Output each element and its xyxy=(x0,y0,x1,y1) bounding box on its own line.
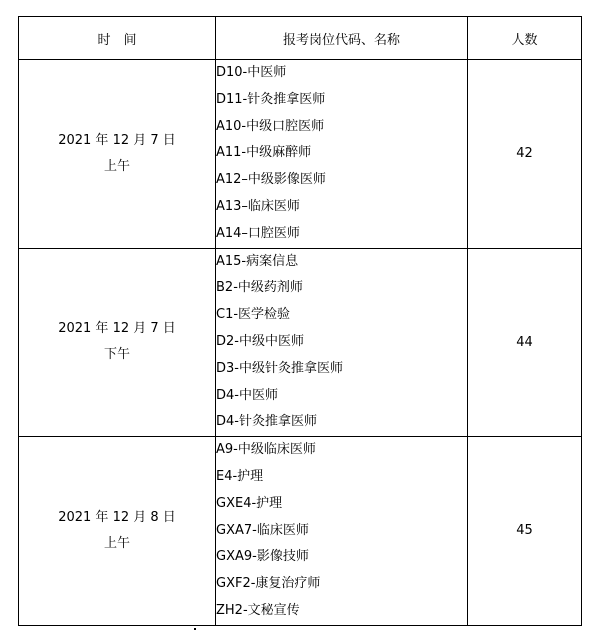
positions-cell xyxy=(216,60,468,249)
time-cell xyxy=(19,437,216,626)
position-item: A9-中级临床医师 xyxy=(216,442,316,458)
exam-schedule-table xyxy=(18,16,582,626)
position-item: GXE4-护理 xyxy=(216,495,283,511)
position-item: E4-护理 xyxy=(216,468,264,484)
date-text: 2021 年 12 月 7 日 xyxy=(58,132,176,148)
count-cell: 42 xyxy=(468,60,582,249)
position-item: ZH2-文秘宣传 xyxy=(216,602,300,618)
table-row xyxy=(19,437,582,626)
position-item: B2-中级药剂师 xyxy=(216,280,303,296)
header-position: 报考岗位代码、名称 xyxy=(216,17,468,60)
stray-dot xyxy=(194,628,196,630)
time-cell xyxy=(19,60,216,249)
date-text: 2021 年 12 月 8 日 xyxy=(58,509,176,525)
positions-cell xyxy=(216,248,468,437)
date-text: 2021 年 12 月 7 日 xyxy=(58,321,176,337)
period-text: 上午 xyxy=(103,158,130,174)
count-cell: 45 xyxy=(468,437,582,626)
table-row xyxy=(19,248,582,437)
count-cell: 44 xyxy=(468,248,582,437)
position-item: D2-中级中医师 xyxy=(216,333,304,349)
position-item: A10-中级口腔医师 xyxy=(216,118,325,134)
position-item: A13–临床医师 xyxy=(216,198,300,214)
position-item: A14–口腔医师 xyxy=(216,225,300,241)
position-item: D4-针灸推拿医师 xyxy=(216,414,317,430)
position-item: D10-中医师 xyxy=(216,65,287,80)
position-item: D11-针灸推拿医师 xyxy=(216,91,326,107)
table-row xyxy=(19,60,582,249)
time-cell xyxy=(19,248,216,437)
position-item: C1-医学检验 xyxy=(216,307,291,323)
position-item: A11-中级麻醉师 xyxy=(216,145,312,161)
header-count: 人数 xyxy=(468,17,582,60)
header-time: 时 间 xyxy=(19,17,216,60)
position-item: A15-病案信息 xyxy=(216,253,299,269)
position-item: GXA9-影像技师 xyxy=(216,549,309,565)
position-item: A12–中级影像医师 xyxy=(216,172,326,188)
period-text: 上午 xyxy=(103,535,130,551)
period-text: 下午 xyxy=(103,347,130,363)
position-item: D3-中级针灸推拿医师 xyxy=(216,360,343,376)
table-header-row xyxy=(19,17,582,60)
position-item: GXF2-康复治疗师 xyxy=(216,576,321,592)
position-item: GXA7-临床医师 xyxy=(216,522,309,538)
position-item: D4-中医师 xyxy=(216,387,278,403)
positions-cell xyxy=(216,437,468,626)
